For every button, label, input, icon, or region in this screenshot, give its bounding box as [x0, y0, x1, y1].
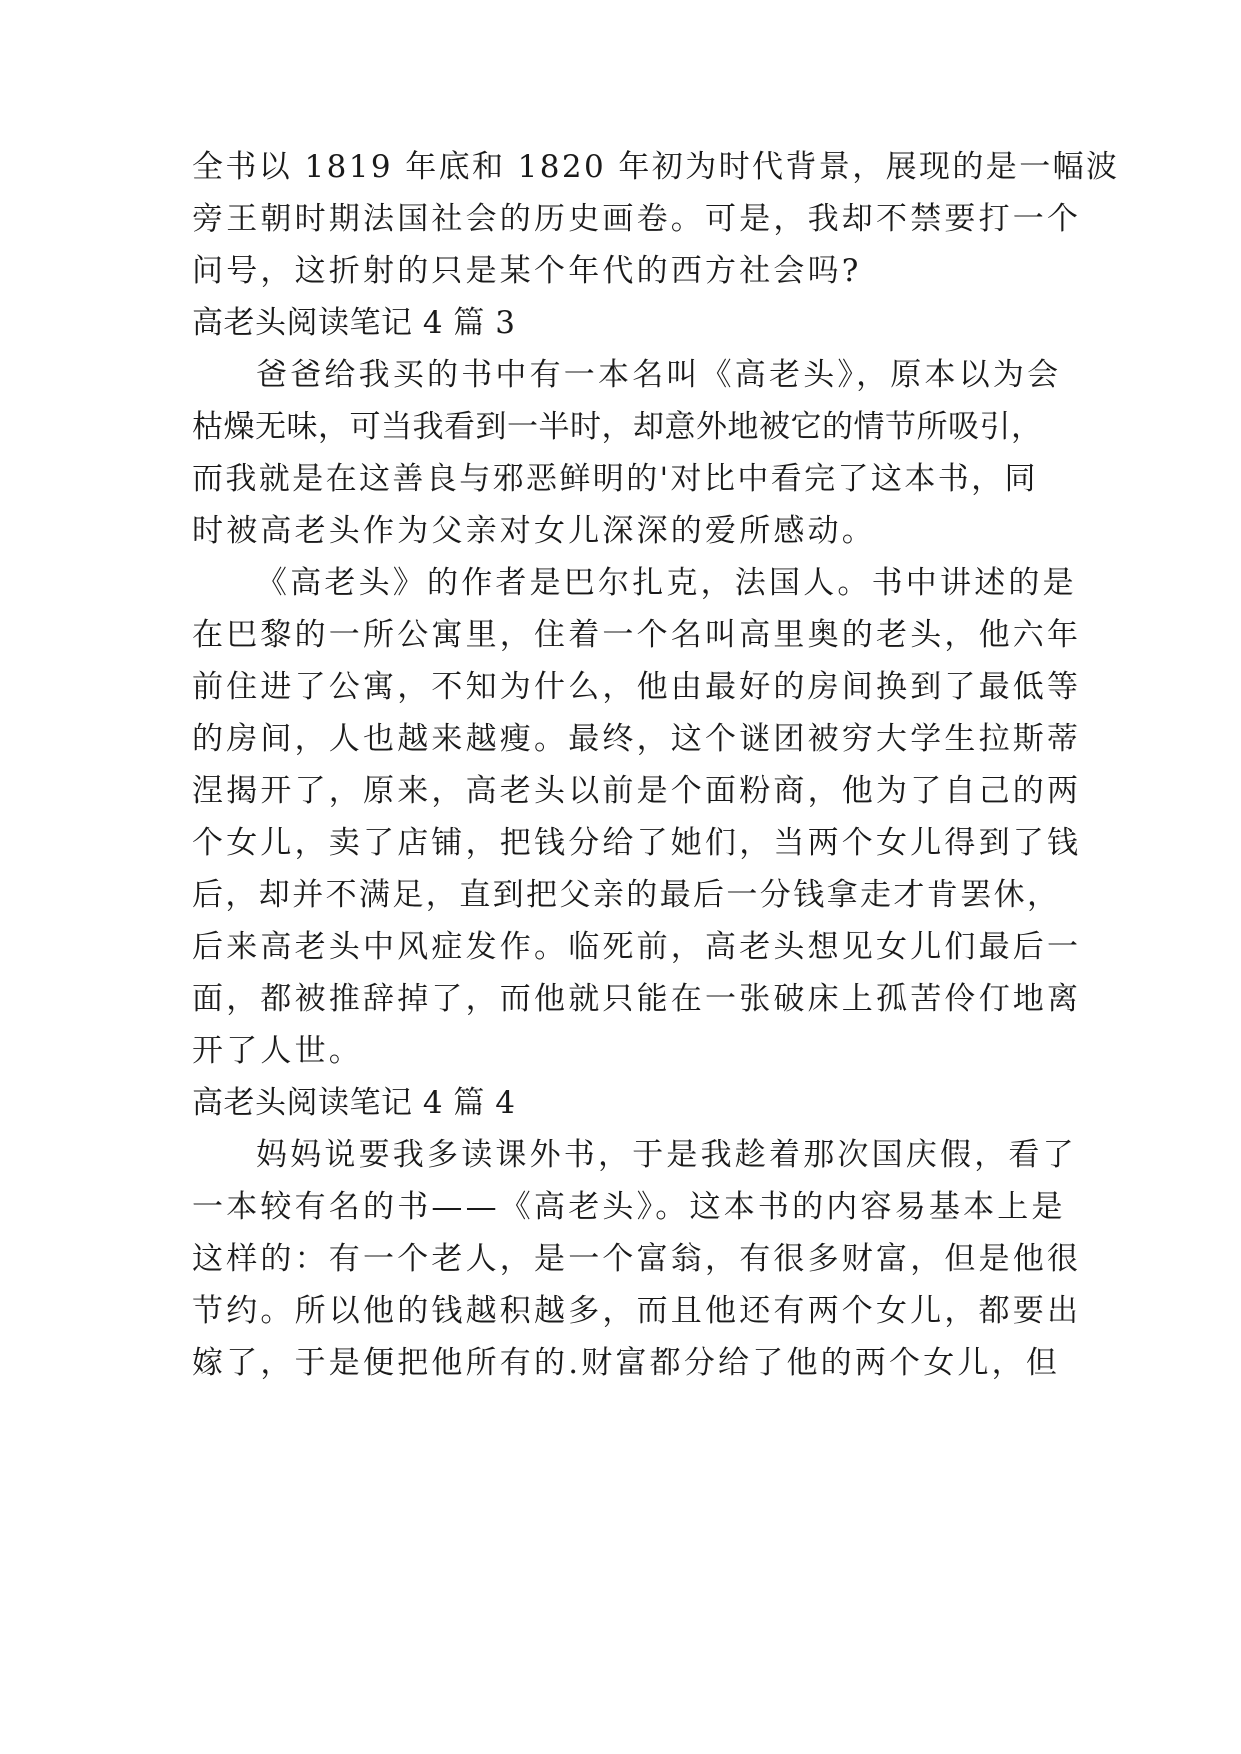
paragraph-line: 面，都被推辞掉了，而他就只能在一张破床上孤苦伶仃地离 — [192, 981, 1082, 1017]
paragraph-line: 时被高老头作为父亲对女儿深深的爱所感动。 — [192, 513, 876, 549]
paragraph-line: 开了人世。 — [192, 1033, 363, 1069]
section-heading: 高老头阅读笔记 4 篇 3 — [192, 305, 516, 341]
paragraph-line: 枯燥无味，可当我看到一半时，却意外地被它的情节所吸引， — [192, 409, 1043, 445]
paragraph-line: 这样的：有一个老人，是一个富翁，有很多财富，但是他很 — [192, 1241, 1082, 1277]
paragraph-line: 节约。所以他的钱越积越多，而且他还有两个女儿，都要出 — [192, 1293, 1082, 1329]
paragraph-line: 前住进了公寓，不知为什么，他由最好的房间换到了最低等 — [192, 669, 1082, 705]
paragraph-line: 全书以 1819 年底和 1820 年初为时代背景，展现的是一幅波 — [192, 149, 1120, 185]
paragraph-line: 个女儿，卖了店铺，把钱分给了她们，当两个女儿得到了钱 — [192, 825, 1082, 861]
paragraph-line: 一本较有名的书——《高老头》。这本书的内容易基本上是 — [192, 1189, 1066, 1225]
paragraph-line: 爸爸给我买的书中有一本名叫《高老头》，原本以为会 — [256, 357, 1062, 393]
paragraph-line: 《高老头》的作者是巴尔扎克，法国人。书中讲述的是 — [256, 565, 1077, 601]
paragraph-line: 后来高老头中风症发作。临死前，高老头想见女儿们最后一 — [192, 929, 1082, 965]
paragraph-line: 而我就是在这善良与邪恶鲜明的'对比中看完了这本书，同 — [192, 461, 1038, 497]
paragraph-line: 旁王朝时期法国社会的历史画卷。可是，我却不禁要打一个 — [192, 201, 1082, 237]
paragraph-line: 的房间，人也越来越瘦。最终，这个谜团被穷大学生拉斯蒂 — [192, 721, 1082, 757]
paragraph-line: 问号，这折射的只是某个年代的西方社会吗? — [192, 253, 862, 289]
section-heading: 高老头阅读笔记 4 篇 4 — [192, 1085, 516, 1121]
paragraph-line: 嫁了，于是便把他所有的.财富都分给了他的两个女儿，但 — [192, 1345, 1061, 1381]
paragraph-line: 妈妈说要我多读课外书，于是我趁着那次国庆假，看了 — [256, 1137, 1077, 1173]
paragraph-line: 涅揭开了，原来，高老头以前是个面粉商，他为了自己的两 — [192, 773, 1082, 809]
paragraph-line: 后，却并不满足，直到把父亲的最后一分钱拿走才肯罢休， — [192, 877, 1061, 913]
paragraph-line: 在巴黎的一所公寓里，住着一个名叫高里奥的老头，他六年 — [192, 617, 1082, 653]
